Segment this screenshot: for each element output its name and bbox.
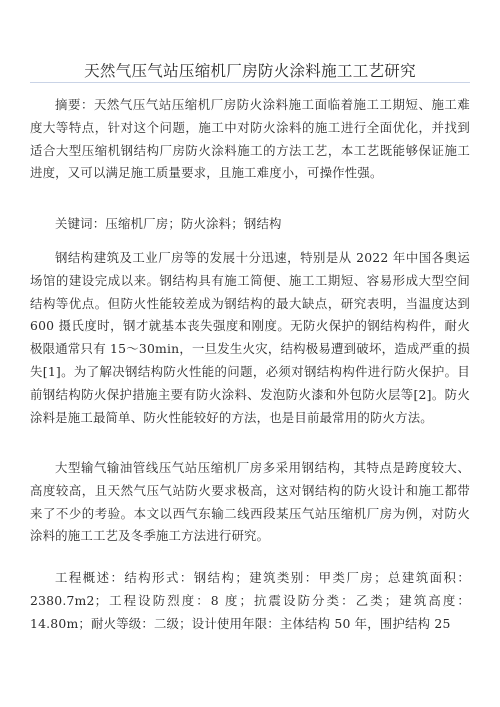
abstract-paragraph: 摘要：天然气压气站压缩机厂房防火涂料施工面临着施工工期短、施工难度大等特点，针对这个问题，施工中对防火涂料的施工进行全面优化，并找到适合大型压缩机钢结构厂房防火涂料施工的方法工艺，本工艺既能够保证施工进度，又可以满足施工质量要求，且施工难度小，可操作性强。 bbox=[30, 97, 470, 181]
document-title: 天然气压气站压缩机厂房防火涂料施工工艺研究 bbox=[84, 62, 416, 80]
title-divider bbox=[30, 82, 470, 83]
body-paragraph: 工程概述：结构形式：钢结构；建筑类别：甲类厂房；总建筑面积：2380.7m2；工程设防烈度：8 度；抗震设防分类：乙类；建筑高度：14.80m；耐火等级：二级；设计使用年限：主体结构 50 年，围护结构 25 bbox=[30, 570, 470, 631]
body-paragraph: 大型输气输油管线压气站压缩机厂房多采用钢结构，其特点是跨度较大、高度较高，且天然气压气站防火要求极高，这对钢结构的防火设计和施工都带来了不少的考验。本文以西气东输二线西段某压气站压缩机厂房为例，对防火涂料的施工工艺及冬季施工方法进行研究。 bbox=[30, 460, 470, 544]
body-paragraph: 钢结构建筑及工业厂房等的发展十分迅速，特别是从 2022 年中国各奥运场馆的建设完成以来。钢结构具有施工简便、施工工期短、容易形成大型空间结构等优点。但防火性能较差成为钢结构的最大缺点，研究表明，当温度达到 600 摄氏度时，钢才就基本丧失强度和刚度。无防火保护的钢结构构件，耐火极限通常只有 15～30min，一旦发生火灾，结构极易遭到破坏，造成严重的损失[1]。为了解决钢结构防火性能的问题，必须对钢结构构件进行防火保护。目前钢结构防火保护措施主要有防火涂料、发泡防火漆和外包防火层等[2]。防火涂料是施工最简单、防火性能较好的方法，也是目前最常用的防火方法。 bbox=[30, 250, 470, 425]
document-page bbox=[30, 0, 470, 707]
keywords-paragraph: 关键词：压缩机厂房；防火涂料；钢结构 bbox=[55, 216, 282, 231]
